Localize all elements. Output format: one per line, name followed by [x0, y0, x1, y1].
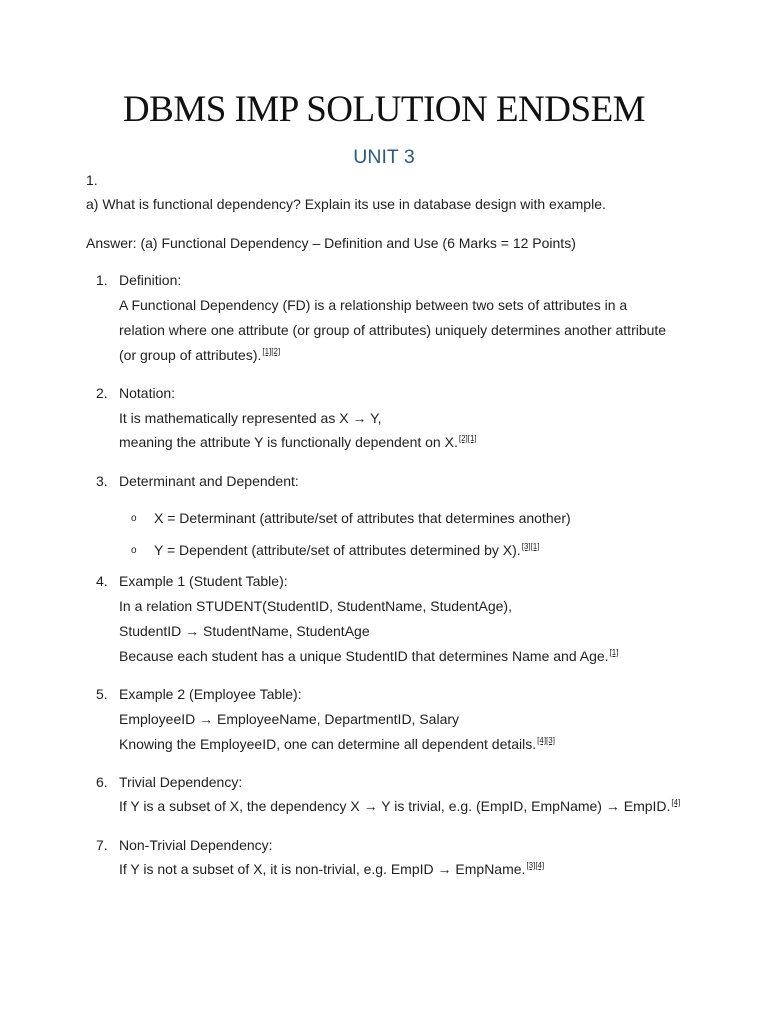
bullet-text: X = Determinant (attribute/set of attributes that determines another)	[154, 510, 571, 526]
item-line-with-ref	[119, 347, 280, 363]
item-heading: Example 2 (Employee Table):	[119, 686, 302, 702]
item-line: StudentID → StudentName, StudentAge	[119, 623, 370, 639]
citation-link[interactable]: [3][1]	[521, 542, 540, 551]
item-line-with-ref	[119, 736, 555, 752]
item-number: 4.	[96, 573, 108, 589]
citation-link[interactable]: [1]	[609, 648, 619, 657]
item-heading: Example 1 (Student Table):	[119, 573, 288, 589]
item-line: If Y is not a subset of X, it is non-trivial, e.g. EmpID → EmpName.	[119, 861, 526, 877]
item-line-with-ref	[119, 798, 680, 814]
item-line: EmployeeID → EmployeeName, DepartmentID, Salary	[119, 711, 460, 727]
item-number: 2.	[96, 385, 108, 401]
item-line-with-ref	[119, 434, 477, 450]
item-line-with-ref	[119, 648, 618, 664]
item-line: A Functional Dependency (FD) is a relationship between two sets of attributes in a	[119, 297, 628, 313]
answer-heading: Answer: (a) Functional Dependency – Definition and Use (6 Marks = 12 Points)	[86, 235, 576, 251]
item-number: 6.	[96, 774, 108, 790]
item-heading: Definition:	[119, 272, 182, 288]
item-number: 7.	[96, 837, 108, 853]
question-number: 1.	[86, 172, 98, 188]
item-line: In a relation STUDENT(StudentID, StudentName, StudentAge),	[119, 598, 512, 614]
item-number: 1.	[96, 272, 108, 288]
item-line: relation where one attribute (or group of attributes) uniquely determines another attribute	[119, 322, 667, 338]
bullet-text-with-ref	[154, 542, 539, 558]
bullet-marker: o	[131, 545, 137, 556]
item-heading: Notation:	[119, 385, 176, 401]
item-line: Because each student has a unique StudentID that determines Name and Age.	[119, 648, 609, 664]
item-line: (or group of attributes).	[119, 347, 262, 363]
item-line: It is mathematically represented as X → Y,	[119, 410, 382, 426]
question-text: a) What is functional dependency? Explain its use in database design with example.	[86, 196, 606, 212]
page-title: DBMS IMP SOLUTION ENDSEM	[122, 89, 646, 130]
item-line: Knowing the EmployeeID, one can determine all dependent details.	[119, 736, 537, 752]
bullet-text: Y = Dependent (attribute/set of attributes determined by X).	[154, 542, 521, 558]
citation-link[interactable]: [4][3]	[537, 736, 555, 745]
item-heading: Non-Trivial Dependency:	[119, 837, 273, 853]
item-line: meaning the attribute Y is functionally dependent on X.	[119, 434, 458, 450]
item-heading: Trivial Dependency:	[119, 774, 243, 790]
item-heading: Determinant and Dependent:	[119, 473, 299, 489]
citation-link[interactable]: [4]	[671, 798, 681, 807]
citation-link[interactable]: [1][2]	[262, 347, 281, 356]
item-line: If Y is a subset of X, the dependency X → Y is trivial, e.g. (EmpID, EmpName) → EmpID.	[119, 798, 671, 814]
bullet-marker: o	[131, 513, 137, 524]
item-line-with-ref	[119, 861, 544, 877]
citation-link[interactable]: [2][1]	[458, 434, 477, 443]
item-number: 3.	[96, 473, 108, 489]
citation-link[interactable]: [3][4]	[526, 861, 545, 870]
item-number: 5.	[96, 686, 108, 702]
unit-heading: UNIT 3	[353, 146, 415, 168]
